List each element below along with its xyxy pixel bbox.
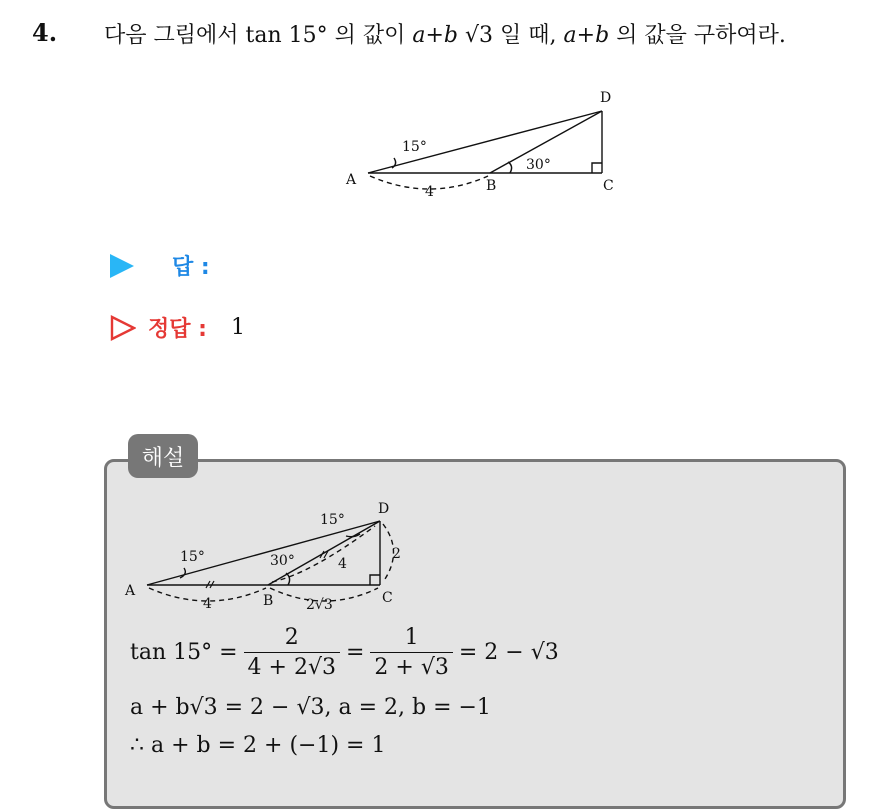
triangle-figure: [330, 84, 630, 204]
length-ab-label: 4: [425, 184, 434, 200]
exp-length-bc-label: 2√3: [306, 597, 333, 613]
vertex-c-label: C: [603, 178, 614, 194]
equation-line-2: a + b√3 = 2 − √3, a = 2, b = −1: [130, 695, 491, 720]
outline-triangle-icon: [110, 315, 136, 341]
vertex-b-label: B: [486, 178, 497, 194]
explanation-figure: [120, 494, 420, 616]
answer-row: [110, 250, 210, 281]
play-triangle-icon: [110, 254, 134, 278]
question-number: 4.: [32, 18, 58, 47]
solution-row: [110, 312, 245, 343]
exp-angle-d-label: 15°: [320, 512, 345, 528]
exp-vertex-a-label: A: [125, 583, 136, 599]
explanation-tag: 해설: [128, 434, 198, 478]
vertex-d-label: D: [600, 90, 612, 106]
equation-line-1: tan 15° = $\frac{2}{4 + 2√3}$ = $\frac{1}{2 + √3}$ = 2 − √3: [130, 625, 559, 680]
solution-value: 1: [230, 315, 245, 340]
exp-angle-b-label: 30°: [270, 553, 295, 569]
exp-angle-a-label: 15°: [180, 549, 205, 565]
exp-vertex-d-label: D: [378, 501, 390, 517]
answer-label: 답 :: [172, 255, 210, 280]
exp-vertex-b-label: B: [263, 593, 274, 609]
angle-a-label: 15°: [402, 139, 427, 155]
vertex-a-label: A: [346, 172, 357, 188]
exp-length-bd-label: 4: [338, 556, 347, 572]
question-text: 다음 그림에서 tan 15° 의 값이 a+b √3 일 때, a+b 의 값을 구하여라.: [104, 23, 786, 48]
solution-label: 정답 :: [148, 317, 207, 342]
exp-length-cd-label: 2: [392, 546, 401, 562]
equation-line-3: ∴ a + b = 2 + (−1) = 1: [130, 733, 386, 758]
angle-b-label: 30°: [526, 157, 551, 173]
exp-length-ab-label: 4: [203, 596, 212, 612]
fraction-1: $\frac{2}{4 + 2√3}$: [244, 625, 340, 680]
fraction-2: $\frac{1}{2 + √3}$: [370, 625, 452, 680]
exp-vertex-c-label: C: [382, 590, 393, 606]
